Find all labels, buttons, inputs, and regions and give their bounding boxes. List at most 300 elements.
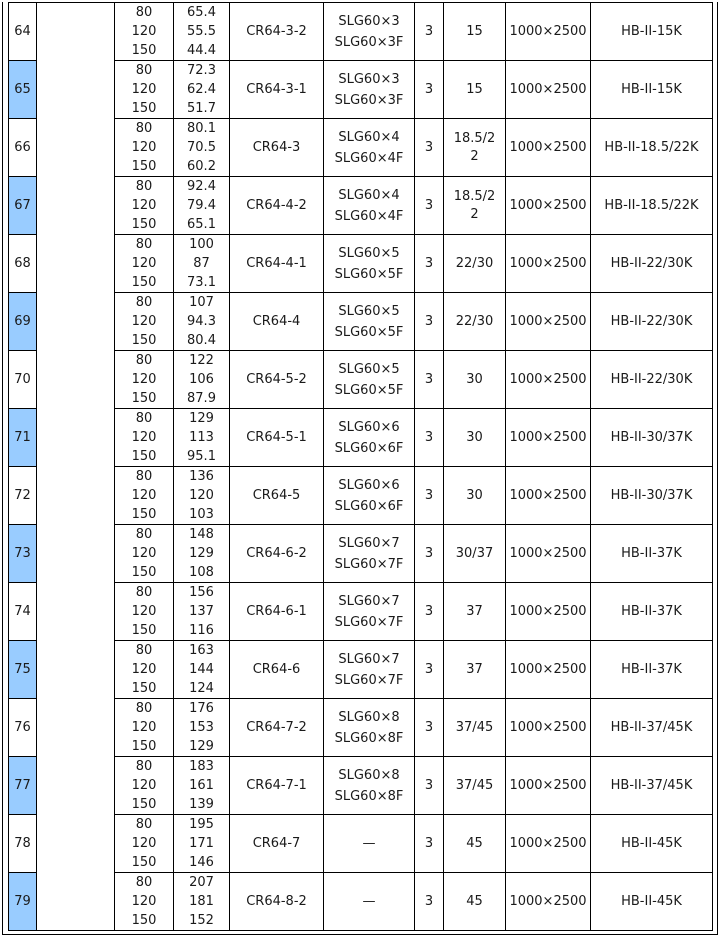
slg-cell [324,177,415,235]
phase-value: 3 [424,140,434,155]
load-value: 44.4 [187,43,216,58]
load-cell [174,757,230,815]
model-cell [230,525,324,583]
model-cell [230,583,324,641]
slg-code: SLG60×8F [334,730,404,746]
hb-code: HB-II-22/30K [610,314,693,329]
load-value: 116 [189,623,214,638]
slg-cell [324,699,415,757]
slg-code: SLG60×5F [334,266,404,282]
power-cell [444,235,506,293]
phase-value: 3 [424,430,434,445]
row-number: 73 [14,546,31,561]
size-cell [506,235,591,293]
model-code: CR64-3-2 [246,24,307,39]
table-row [9,873,713,931]
phase-value: 3 [424,198,434,213]
hb-code: HB-II-45K [621,836,682,851]
phase-cell [415,235,444,293]
table-row [9,351,713,409]
phase-cell [415,873,444,931]
size-cell [506,757,591,815]
power-value: 15 [466,81,483,97]
table-row [9,119,713,177]
hb-code: HB-II-37K [621,546,682,561]
speed-value: 120 [131,430,157,445]
hb-model-cell [591,757,713,815]
speed-value: 80 [135,469,153,484]
row-number: 69 [14,314,31,329]
speed-cell [115,293,174,351]
load-cell [174,641,230,699]
phase-value: 3 [424,778,434,793]
row-number: 76 [14,720,31,735]
size-value: 1000×2500 [509,140,587,155]
size-cell [506,467,591,525]
load-value: 62.4 [187,82,216,97]
load-value: 152 [189,913,214,928]
power-value: 37/45 [455,777,494,793]
hb-model-cell [591,3,713,61]
speed-value: 150 [131,217,157,232]
slg-cell [324,873,415,931]
load-value: 124 [189,681,214,696]
load-value: 108 [189,565,214,580]
speed-value: 120 [131,662,157,677]
size-cell [506,525,591,583]
load-value: 171 [189,836,214,851]
hb-model-cell [591,293,713,351]
slg-code: SLG60×3F [334,34,404,50]
power-cell [444,351,506,409]
phase-value: 3 [424,314,434,329]
load-cell [174,525,230,583]
size-value: 1000×2500 [509,604,587,619]
slg-code: SLG60×3 [338,13,400,29]
phase-cell [415,641,444,699]
load-cell [174,467,230,525]
phase-value: 3 [424,488,434,503]
power-cell [444,119,506,177]
power-value: 30/37 [455,545,494,561]
row-number-cell [9,351,37,409]
speed-value: 150 [131,43,157,58]
table-row [9,583,713,641]
load-value: 122 [189,353,214,368]
power-value: 30 [466,429,483,445]
hb-model-cell [591,467,713,525]
slg-cell [324,467,415,525]
power-value: 30 [466,371,483,387]
row-number: 68 [14,256,31,271]
slg-code: SLG60×4F [334,208,404,224]
load-value: 113 [189,430,214,445]
speed-value: 80 [135,817,153,832]
size-value: 1000×2500 [509,488,587,503]
speed-value: 150 [131,797,157,812]
load-value: 207 [189,875,214,890]
speed-cell [115,61,174,119]
row-number: 78 [14,836,31,851]
row-number: 75 [14,662,31,677]
slg-cell [324,61,415,119]
hb-code: HB-II-37/45K [610,778,693,793]
model-cell [230,61,324,119]
row-number: 65 [14,82,31,97]
model-code: CR64-6 [252,662,301,677]
row-number: 72 [14,488,31,503]
speed-cell [115,3,174,61]
load-value: 87 [193,256,210,271]
table-row [9,641,713,699]
load-cell [174,61,230,119]
size-cell [506,61,591,119]
hb-model-cell [591,119,713,177]
row-number-cell [9,641,37,699]
load-value: 94.3 [187,314,216,329]
hb-code: HB-II-37K [621,662,682,677]
size-cell [506,873,591,931]
speed-value: 120 [131,720,157,735]
speed-value: 120 [131,198,157,213]
speed-value: 120 [131,894,157,909]
slg-code: SLG60×4F [334,150,404,166]
slg-code: SLG60×7F [334,614,404,630]
speed-value: 120 [131,836,157,851]
table-row [9,235,713,293]
speed-cell [115,641,174,699]
hb-model-cell [591,61,713,119]
slg-code: SLG60×3 [338,71,400,87]
row-number: 74 [14,604,31,619]
size-value: 1000×2500 [509,720,587,735]
dash-mark: — [362,836,376,851]
table-row [9,177,713,235]
size-value: 1000×2500 [509,430,587,445]
model-code: CR64-7-2 [246,720,307,735]
row-number-cell [9,61,37,119]
speed-value: 150 [131,159,157,174]
speed-value: 120 [131,314,157,329]
power-value: 45 [466,835,483,851]
phase-value: 3 [424,256,434,271]
phase-cell [415,757,444,815]
load-cell [174,873,230,931]
model-code: CR64-6-2 [246,546,307,561]
row-number-cell [9,757,37,815]
phase-cell [415,699,444,757]
speed-value: 150 [131,101,157,116]
load-value: 103 [189,507,214,522]
speed-value: 80 [135,585,153,600]
load-cell [174,235,230,293]
size-value: 1000×2500 [509,662,587,677]
hb-code: HB-II-18.5/22K [604,198,699,213]
power-cell [444,409,506,467]
speed-value: 120 [131,372,157,387]
power-cell [444,61,506,119]
model-code: CR64-3 [252,140,301,155]
speed-value: 120 [131,778,157,793]
phase-cell [415,177,444,235]
slg-code: SLG60×5 [338,245,400,261]
hb-code: HB-II-15K [621,24,682,39]
spec-table [8,2,713,931]
speed-value: 80 [135,643,153,658]
size-cell [506,177,591,235]
slg-cell [324,815,415,873]
power-value: 37 [466,603,483,619]
phase-value: 3 [424,836,434,851]
hb-model-cell [591,235,713,293]
model-cell [230,815,324,873]
speed-value: 80 [135,411,153,426]
load-value: 153 [189,720,214,735]
table-row [9,467,713,525]
model-code: CR64-6-1 [246,604,307,619]
slg-code: SLG60×6F [334,498,404,514]
slg-cell [324,757,415,815]
table-row [9,699,713,757]
speed-value: 150 [131,855,157,870]
load-value: 87.9 [187,391,216,406]
slg-code: SLG60×6 [338,477,400,493]
speed-value: 150 [131,333,157,348]
load-cell [174,177,230,235]
size-value: 1000×2500 [509,372,587,387]
hb-code: HB-II-22/30K [610,256,693,271]
phase-cell [415,583,444,641]
speed-cell [115,757,174,815]
row-number: 66 [14,140,31,155]
phase-value: 3 [424,24,434,39]
speed-value: 80 [135,121,153,136]
slg-code: SLG60×7F [334,672,404,688]
model-cell [230,757,324,815]
speed-value: 80 [135,237,153,252]
phase-value: 3 [424,720,434,735]
slg-cell [324,583,415,641]
speed-value: 150 [131,681,157,696]
speed-value: 120 [131,140,157,155]
slg-cell [324,293,415,351]
speed-value: 80 [135,759,153,774]
speed-value: 120 [131,82,157,97]
speed-value: 80 [135,295,153,310]
slg-code: SLG60×4 [338,129,400,145]
load-value: 120 [189,488,214,503]
model-code: CR64-5-2 [246,372,307,387]
row-number-cell [9,3,37,61]
slg-code: SLG60×3F [334,92,404,108]
speed-cell [115,351,174,409]
slg-cell [324,3,415,61]
size-cell [506,409,591,467]
power-value: 37 [466,661,483,677]
phase-cell [415,815,444,873]
slg-code: SLG60×8 [338,767,400,783]
row-number-cell [9,525,37,583]
load-cell [174,699,230,757]
model-code: CR64-5 [252,488,301,503]
size-cell [506,583,591,641]
power-value: 18.5/22 [453,188,496,222]
speed-value: 150 [131,913,157,928]
speed-value: 150 [131,739,157,754]
phase-cell [415,119,444,177]
hb-code: HB-II-22/30K [610,372,693,387]
load-cell [174,119,230,177]
slg-code: SLG60×8F [334,788,404,804]
speed-value: 80 [135,353,153,368]
load-value: 106 [189,372,214,387]
hb-model-cell [591,351,713,409]
load-value: 65.4 [187,5,216,20]
power-value: 15 [466,23,483,39]
model-cell [230,3,324,61]
row-number: 77 [14,778,31,793]
power-value: 18.5/22 [453,130,496,164]
speed-value: 120 [131,604,157,619]
load-value: 100 [189,237,214,252]
phase-value: 3 [424,82,434,97]
table-row [9,293,713,351]
speed-cell [115,583,174,641]
hb-model-cell [591,177,713,235]
size-cell [506,351,591,409]
slg-code: SLG60×5F [334,324,404,340]
phase-cell [415,3,444,61]
speed-value: 80 [135,179,153,194]
size-value: 1000×2500 [509,82,587,97]
slg-cell [324,641,415,699]
speed-value: 80 [135,5,153,20]
speed-value: 150 [131,275,157,290]
size-value: 1000×2500 [509,24,587,39]
model-code: CR64-3-1 [246,82,307,97]
phase-cell [415,467,444,525]
load-value: 79.4 [187,198,216,213]
speed-cell [115,235,174,293]
load-value: 156 [189,585,214,600]
load-cell [174,409,230,467]
model-code: CR64-4 [252,314,301,329]
row-number-cell [9,467,37,525]
load-value: 55.5 [187,24,216,39]
speed-cell [115,525,174,583]
power-value: 30 [466,487,483,503]
load-value: 129 [189,739,214,754]
hb-model-cell [591,873,713,931]
phase-cell [415,61,444,119]
power-cell [444,583,506,641]
hb-model-cell [591,525,713,583]
table-row [9,815,713,873]
table-body [9,3,713,931]
load-value: 163 [189,643,214,658]
slg-cell [324,235,415,293]
speed-value: 120 [131,488,157,503]
load-cell [174,351,230,409]
load-value: 95.1 [187,449,216,464]
phase-value: 3 [424,372,434,387]
hb-model-cell [591,699,713,757]
speed-value: 80 [135,875,153,890]
speed-cell [115,119,174,177]
load-value: 183 [189,759,214,774]
load-cell [174,3,230,61]
size-value: 1000×2500 [509,546,587,561]
size-cell [506,699,591,757]
row-number-cell [9,409,37,467]
slg-code: SLG60×5 [338,361,400,377]
row-number: 71 [14,430,31,445]
table-row [9,409,713,467]
model-cell [230,351,324,409]
table-row [9,757,713,815]
slg-code: SLG60×7 [338,593,400,609]
row-number-cell [9,119,37,177]
slg-cell [324,525,415,583]
power-cell [444,757,506,815]
speed-cell [115,815,174,873]
slg-cell [324,119,415,177]
hb-code: HB-II-37/45K [610,720,693,735]
table-outer-border [2,2,718,935]
hb-code: HB-II-15K [621,82,682,97]
phase-cell [415,293,444,351]
load-value: 107 [189,295,214,310]
slg-code: SLG60×4 [338,187,400,203]
load-value: 136 [189,469,214,484]
model-cell [230,699,324,757]
phase-cell [415,409,444,467]
phase-value: 3 [424,604,434,619]
speed-cell [115,699,174,757]
speed-value: 150 [131,507,157,522]
size-cell [506,3,591,61]
speed-value: 150 [131,449,157,464]
model-cell [230,119,324,177]
hb-code: HB-II-18.5/22K [604,140,699,155]
table-row [9,61,713,119]
slg-code: SLG60×8 [338,709,400,725]
speed-value: 150 [131,565,157,580]
power-cell [444,3,506,61]
speed-cell [115,177,174,235]
size-value: 1000×2500 [509,314,587,329]
power-value: 37/45 [455,719,494,735]
row-number-cell [9,873,37,931]
slg-code: SLG60×6F [334,440,404,456]
load-value: 65.1 [187,217,216,232]
hb-code: HB-II-30/37K [610,430,693,445]
load-value: 146 [189,855,214,870]
phase-value: 3 [424,662,434,677]
row-number-cell [9,293,37,351]
row-number-cell [9,815,37,873]
load-value: 51.7 [187,101,216,116]
hb-model-cell [591,583,713,641]
slg-cell [324,351,415,409]
table-row [9,3,713,61]
row-number-cell [9,583,37,641]
row-number-cell [9,699,37,757]
row-number: 79 [14,894,31,909]
hb-model-cell [591,815,713,873]
size-value: 1000×2500 [509,256,587,271]
hb-code: HB-II-45K [621,894,682,909]
